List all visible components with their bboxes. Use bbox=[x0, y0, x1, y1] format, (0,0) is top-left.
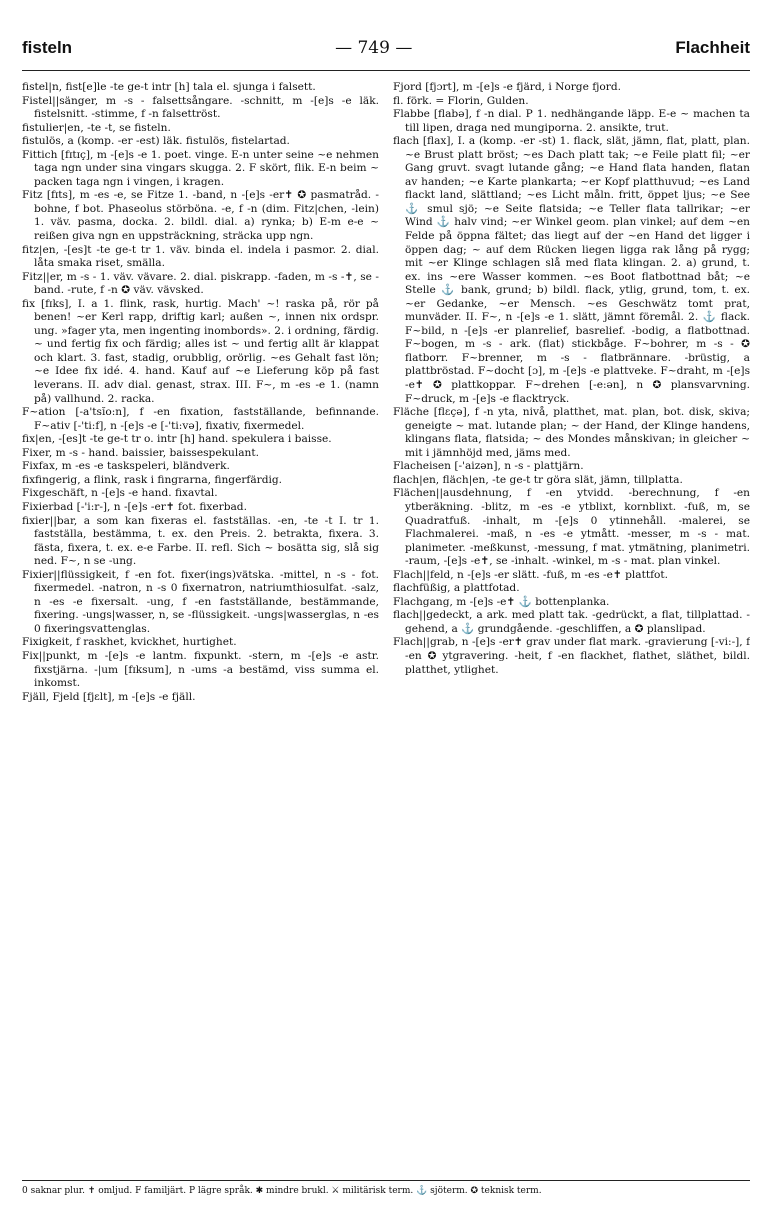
entry: Fläche [flɛçə], f -n yta, nivå, platthet, mat. plan, bot. disk, skiva; geneigte ~ mat. lutande plan; ~ der Hand, der Klinge handens, klingans flata, flatsida; ~ des Mondes månskivan; in gleicher ~ mit i jämnhöjd med, jäms med. bbox=[393, 406, 750, 459]
entry: Fittich [fɪtɪç], m -[e]s -e 1. poet. vinge. E-n unter seine ~e nehmen taga ngn under sina vingars skugga. 2. F skört, flik. E-n beim ~ packen taga ngn i vingen, i kragen. bbox=[22, 148, 379, 188]
entry: Fixier||flüssigkeit, f -en fot. fixer(ings)vätska. -mittel, n -s - fot. fixermedel. -natron, n -s 0 fixernatron, natriumthiosulfat. -salz, n -es -e fixersalt. -ung, f -en fastställande, bestämmande, fixering. -ungs|wasser, n, se -flüssigkeit. -ungs|wasserglas, n -es 0 fixeringsvattenglas. bbox=[22, 568, 379, 635]
entry: Flach||feld, n -[e]s -er slätt. -fuß, m -es -e✝ plattfot. bbox=[393, 568, 669, 581]
entry: Flächen||ausdehnung, f -en ytvidd. -berechnung, f -en ytberäkning. -blitz, m -es -e ytblixt, kornblixt. -fuß, m, se Quadratfuß. -inhalt, m -[e]s 0 ytinnehåll. -malerei, se Flachmalerei. -maß, n -es -e ytmått. -messer, m -s - mat. planimeter. -meßkunst, -messung, f mat. ytmätning, planimetri. -raum, -[e]s -e✝, se -inhalt. -winkel, m -s - mat. plan vinkel. bbox=[393, 487, 750, 568]
entry: Fistel||sänger, m -s - falsettsångare. -schnitt, m -[e]s -e läk. fistelsnitt. -stimme, f -n falsettröst. bbox=[22, 94, 379, 121]
entry: Fix||punkt, m -[e]s -e lantm. fixpunkt. -stern, m -[e]s -e astr. fixstjärna. -|um [fɪksum], n -ums -a bestämd, viss summa el. inkomst. bbox=[22, 649, 379, 690]
entry: fix [fɪks], I. a 1. flink, rask, hurtig. Mach' ~! raska på, rör på benen! ~er Kerl rapp, driftig karl; außen ~, innen nix ordspr. ung. »fager yta, men ingenting inombords». 2. i ordning, färdig. ~ und fertig fix och färdig; alles ist ~ und fertig allt är klappat och klart. 3. fast, stadig, orubblig, orörlig. ~es Gehalt fast lön; ~e Idee fix idé. 4. hand. Kauf auf ~e Lieferung köp på fast leverans. II. adv dial. genast, strax. III. F~, m -es -e 1. (namn på) vallhund. 2. racka. bbox=[22, 297, 379, 405]
left-running-headword: fisteln bbox=[22, 38, 73, 57]
entry: Fixigkeit, f raskhet, kvickhet, hurtighet. bbox=[22, 636, 237, 649]
entry: flach||gedeckt, a ark. med platt tak. -gedrückt, a flat, tillplattad. -gehend, a ⚓ grundgående. -geschliffen, a ✪ planslipad. bbox=[393, 609, 750, 635]
entry: Fixierbad [-'i:r-], n -[e]s -er✝ fot. fixerbad. bbox=[22, 500, 247, 513]
page-header bbox=[22, 38, 750, 71]
entry: Fixfax, m -es -e taskspeleri, bländverk. bbox=[22, 460, 230, 473]
entry: fixier||bar, a som kan fixeras el. fastställas. -en, -te -t I. tr 1. fastställa, bestämma, t. ex. den Preis. 2. betrakta, fixera. 3. fästa, fixera, t. ex. e-e Farbe. II. refl. Sich ~ bosätta sig, slå sig ned. F~, n se -ung. bbox=[22, 514, 379, 568]
entry: Fixgeschäft, n -[e]s -e hand. fixavtal. bbox=[22, 487, 218, 500]
entry-columns bbox=[22, 81, 750, 704]
entry: fix|en, -[es]t -te ge-t tr o. intr [h] hand. spekulera i baisse. bbox=[22, 433, 332, 446]
entry: fitz|en, -[es]t -te ge-t tr 1. väv. binda el. indela i pasmor. 2. dial. låta smaka riset, smälla. bbox=[22, 243, 379, 270]
entry: Fitz [fɪts], m -es -e, se Fitze 1. -band, n -[e]s -er✝ ✪ pasmatråd. -bohne, f bot. Phaseolus störböna. -e, f -n (dim. Fitz|chen, -lein) 1. väv. pasma, docka. 2. bildl. dial. a) rynka; b) E-m e-e ~ reißen giva ngn en uppsträckning, sträcka upp ngn. bbox=[22, 189, 379, 243]
entry: F~ation [-a'tsĭo:n], f -en fixation, fastställande, befinnande. F~ativ [-'ti:f], n -[e]s -e [-'ti:və], fixativ, fixermedel. bbox=[22, 406, 379, 432]
entry: Flachgang, m -[e]s -e✝ ⚓ bottenplanka. bbox=[393, 595, 610, 608]
entry: Fjäll, Fjeld [fjɛlt], m -[e]s -e fjäll. bbox=[22, 690, 196, 703]
entry: Flabbe [flabə], f -n dial. P 1. nedhängande läpp. E-e ~ machen ta till lipen, draga ned mungiporna. 2. ansikte, trut. bbox=[393, 108, 750, 134]
entry: fistulier|en, -te -t, se fisteln. bbox=[22, 121, 171, 134]
dictionary-page bbox=[22, 38, 750, 1208]
entry: Flach||grab, n -[e]s -er✝ grav under flat mark. -gravierung [-vi:-], f -en ✪ ytgravering. -heit, f -en flackhet, flathet, släthet, bildl. platthet, ytlighet. bbox=[393, 636, 750, 676]
right-column bbox=[393, 81, 750, 677]
entry: flach [flax], I. a (komp. -er -st) 1. flack, slät, jämn, flat, platt, plan. ~e Brust platt bröst; ~es Dach platt tak; ~e Feile platt fil; ~er Gang gruvt. svagt lutande gång; ~e Hand flata handen, flatan av handen; ~e Karte plankarta; ~er Kopf platthuvud; ~es Land flackt land, slättland; ~es Licht måln. fritt, öppet ljus; ~e See ⚓ smul sjö; ~e Seite flatsida; ~e Teller flata tallrikar; ~er Wind ⚓ halv vind; ~er Winkel geom. plan vinkel; auf dem ~en Felde på öppna fältet; das liegt auf der ~en Hand det ligger i öppen dag; ~ auf dem Rücken liegen ligga rak lång på rygg; mit ~er Klinge schlagen slå med flata klingan. 2. a) grund, t. ex. ins ~ere Wasser kommen. ~es Boot flatbottnad båt; ~e Stelle ⚓ bank, grund; b) bildl. flack, ytlig, grund, tom, t. ex. ~er Gedanke, ~er Mensch. ~es Geschwätz tomt prat, munväder. II. F~, n -[e]s -e 1. slätt, jämnt föremål. 2. ⚓ flack. F~bild, n -[e]s -er planrelief, basrelief. -bodig, a flatbottnad. F~bogen, m -s - ark. (flat) stickbåge. F~bohrer, m -s - ✪ flatborr. F~brenner, m -s - flatbrännare. -brüstig, a plattbröstad. F~docht [ɔ], m -[e]s -e plattveke. F~draht, m -[e]s -e✝ ✪ plattkoppar. F~drehen [-e:ən], n ✪ plansvarvning. F~druck, m -[e]s -e flacktryck. bbox=[393, 135, 750, 405]
entry: fl. förk. = Florin, Gulden. bbox=[393, 94, 529, 107]
entry: Fitz||er, m -s - 1. väv. vävare. 2. dial. piskrapp. -faden, m -s -✝, se -band. -rute, f -n ✪ väv. vävsked. bbox=[22, 270, 379, 297]
entry: Flacheisen [-'aizən], n -s - plattjärn. bbox=[393, 460, 584, 473]
entry: fistulös, a (komp. -er -est) läk. fistulös, fistelartad. bbox=[22, 135, 290, 148]
entry: Fixer, m -s - hand. baissier, baissespekulant. bbox=[22, 446, 259, 459]
page-number: — 749 — bbox=[335, 38, 413, 58]
left-column bbox=[22, 81, 379, 704]
abbreviation-legend: 0 saknar plur. ✝ omljud. F familjärt. P lägre språk. ✱ mindre brukl. ⚔ militärisk term. ⚓ sjöterm. ✪ teknisk term. bbox=[22, 1180, 750, 1208]
entry: Fjord [fjɔrt], m -[e]s -e fjärd, i Norge fjord. bbox=[393, 81, 622, 93]
entry: fistel|n, fist[e]le -te ge-t intr [h] tala el. sjunga i falsett. bbox=[22, 81, 316, 93]
entry: fixfingerig, a flink, rask i fingrarna, fingerfärdig. bbox=[22, 473, 283, 486]
right-running-headword: Flachheit bbox=[675, 38, 750, 57]
entry: flachfüßig, a plattfotad. bbox=[393, 582, 520, 595]
entry: flach|en, fläch|en, -te ge-t tr göra slät, jämn, tillplatta. bbox=[393, 473, 683, 486]
